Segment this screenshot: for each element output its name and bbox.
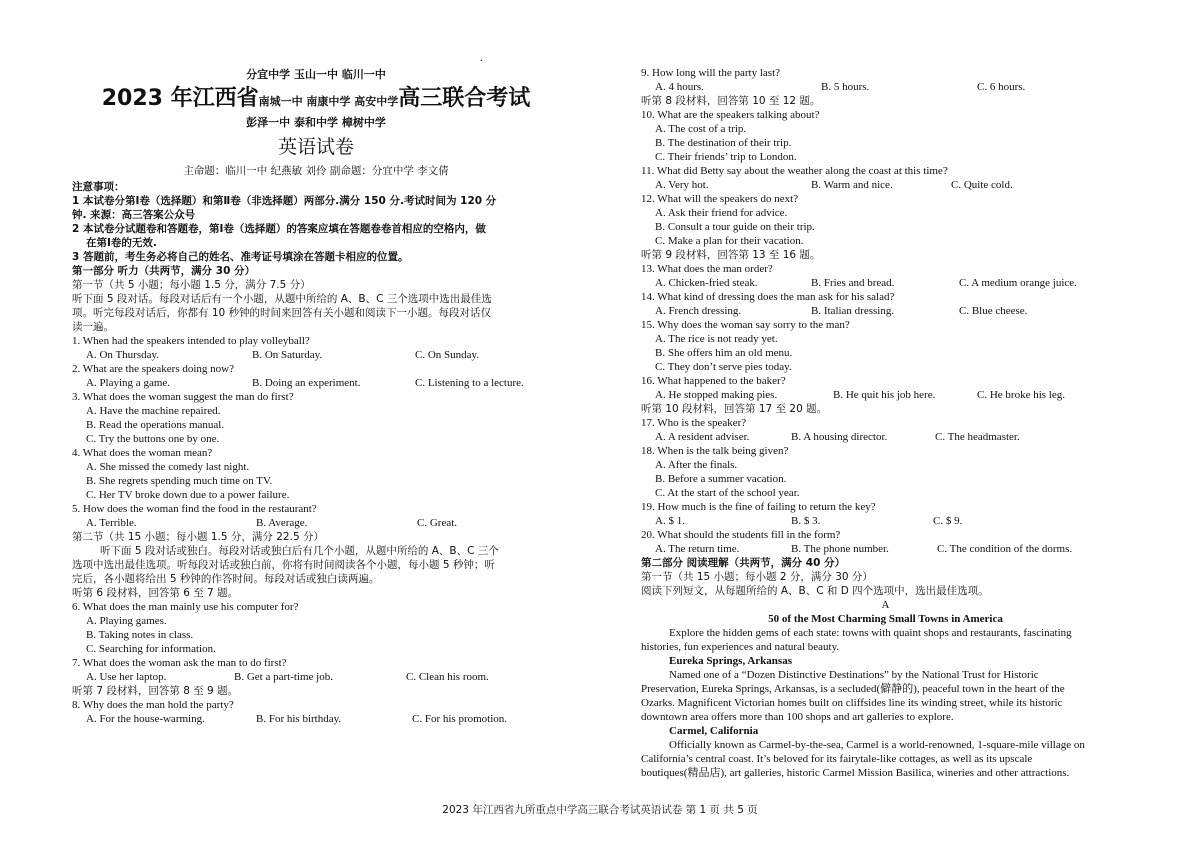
question-2-options	[72, 376, 560, 390]
option-c: C. Try the buttons one by one.	[86, 433, 220, 445]
question-8-options	[72, 712, 560, 726]
option-a: A. After the finals.	[655, 459, 738, 471]
sec1-instr-a: 听下面 5 段对话。每段对话后有一个小题，从题中所给的 A、B、C 三个选项中选出最佳选	[72, 293, 492, 305]
note-1b: 钟. 来源：高三答案公众号	[72, 209, 196, 221]
option-b: B. A housing director.	[791, 431, 888, 443]
top-mark: .	[480, 52, 483, 64]
option-a: A. She missed the comedy last night.	[86, 461, 250, 473]
question-19: 19. How much is the fine of failing to return the key?	[641, 501, 876, 513]
authors-line: 主命题：临川一中 纪燕敏 刘伶 副命题：分宜中学 李文倩	[183, 165, 449, 177]
question-7-options	[72, 670, 560, 684]
question-6: 6. What does the man mainly use his computer for?	[72, 601, 299, 613]
option-b: B. Doing an experiment.	[252, 377, 361, 389]
option-b: B. On Saturday.	[252, 349, 323, 361]
option-a: A. Playing games.	[86, 615, 167, 627]
option-b: B. For his birthday.	[256, 713, 342, 725]
material-6: 听第 6 段材料，回答第 6 至 7 题。	[72, 587, 239, 599]
note-1a: 1 本试卷分第Ⅰ卷（选择题）和第Ⅱ卷（非选择题）两部分.满分 150 分.考试时间为 120 分	[72, 195, 497, 207]
option-b: B. $ 3.	[791, 515, 821, 527]
question-11: 11. What did Betty say about the weather along the coast at this time?	[641, 165, 948, 177]
schools-top: 分宜中学 玉山一中 临川一中	[246, 68, 386, 81]
question-18: 18. When is the talk being given?	[641, 445, 789, 457]
eureka-title: Eureka Springs, Arkansas	[669, 655, 792, 667]
carmel-line-a: Officially known as Carmel-by-the-sea, Carmel is a world-renowned, 1-square-mile village on	[669, 739, 1085, 751]
exam-header	[72, 66, 560, 180]
part1-sec1: 第一节（共 5 小题；每小题 1.5 分，满分 7.5 分）	[72, 279, 311, 291]
option-a: A. The return time.	[655, 543, 740, 555]
option-c: C. The headmaster.	[935, 431, 1020, 443]
option-c: C. For his promotion.	[412, 713, 508, 725]
option-c: C. Listening to a lecture.	[415, 377, 524, 389]
question-20: 20. What should the students fill in the form?	[641, 529, 841, 541]
option-b: B. Warm and nice.	[811, 179, 893, 191]
option-c: C. At the start of the school year.	[655, 487, 800, 499]
question-9: 9. How long will the party last?	[641, 67, 781, 79]
material-8: 听第 8 段材料，回答第 10 至 12 题。	[641, 95, 821, 107]
subject-title: 英语试卷	[277, 136, 354, 158]
sec2-instr-c: 完后，各小题将给出 5 秒钟的作答时间。每段对话或独白读两遍。	[72, 573, 380, 585]
year-title: 2023 年江西省	[101, 86, 259, 111]
option-c: C. A medium orange juice.	[959, 277, 1077, 289]
option-b: B. He quit his job here.	[833, 389, 936, 401]
option-a: A. Very hot.	[655, 179, 709, 191]
option-c: C. Blue cheese.	[959, 305, 1028, 317]
part1-sec2: 第二节（共 15 小题；每小题 1.5 分，满分 22.5 分）	[72, 531, 324, 543]
option-a: A. The cost of a trip.	[655, 123, 747, 135]
passage-letter: A	[881, 599, 890, 611]
carmel-line-c: boutiques(精品店), art galleries, historic Carmel Mission Basilica, wineries and other attractions.	[641, 767, 1070, 779]
option-b: B. Fries and bread.	[811, 277, 895, 289]
option-a: A. 4 hours.	[655, 81, 704, 93]
option-a: A. He stopped making pies.	[655, 389, 778, 401]
note-3: 3 答题前，考生务必将自己的姓名、准考证号填涂在答题卡相应的位置。	[72, 251, 409, 263]
intro-line-a: Explore the hidden gems of each state: towns with quaint shops and restaurants, fascinating	[669, 627, 1072, 639]
question-17: 17. Who is the speaker?	[641, 417, 747, 429]
question-14: 14. What kind of dressing does the man ask for his salad?	[641, 291, 895, 303]
option-c: C. Their friends’ trip to London.	[655, 151, 797, 163]
question-17-options	[641, 430, 1130, 444]
question-10: 10. What are the speakers talking about?	[641, 109, 820, 121]
option-b: B. The destination of their trip.	[655, 137, 792, 149]
question-1: 1. When had the speakers intended to play volleyball?	[72, 335, 310, 347]
question-13: 13. What does the man order?	[641, 263, 773, 275]
question-16-options	[641, 388, 1130, 402]
notes-title: 注意事项：	[72, 181, 125, 193]
question-20-options	[641, 542, 1130, 556]
part2-title: 第二部分 阅读理解（共两节，满分 40 分）	[641, 557, 846, 569]
question-19-options	[641, 514, 1130, 528]
option-a: A. A resident adviser.	[655, 431, 750, 443]
page-footer: 2023 年江西省九所重点中学高三联合考试英语试卷 第 1 页 共 5 页	[442, 804, 758, 816]
exam-title-text: 高三联合考试	[398, 86, 531, 111]
question-4: 4. What does the woman mean?	[72, 447, 213, 459]
option-b: B. Taking notes in class.	[86, 629, 194, 641]
option-c: C. Make a plan for their vacation.	[655, 235, 804, 247]
sec1-instr-c: 读一遍。	[72, 321, 114, 333]
option-a: A. Chicken-fried steak.	[655, 277, 758, 289]
question-14-options	[641, 304, 1130, 318]
option-b: B. Average.	[256, 517, 308, 529]
option-a: A. Ask their friend for advice.	[655, 207, 788, 219]
option-b: B. Get a part-time job.	[234, 671, 333, 683]
option-b: B. Italian dressing.	[811, 305, 895, 317]
option-b: B. 5 hours.	[821, 81, 870, 93]
option-a: A. The rice is not ready yet.	[655, 333, 778, 345]
option-a: A. Playing a game.	[86, 377, 171, 389]
right-column	[641, 66, 1130, 780]
eureka-line-a: Named one of a “Dozen Distinctive Destinations” by the National Trust for Historic	[669, 669, 1039, 681]
question-15: 15. Why does the woman say sorry to the man?	[641, 319, 850, 331]
part1-title: 第一部分 听力（共两节，满分 30 分）	[72, 265, 256, 277]
option-c: C. He broke his leg.	[977, 389, 1065, 401]
part2-instr: 阅读下列短文，从每题所给的 A、B、C 和 D 四个选项中，选出最佳选项。	[641, 585, 989, 597]
option-b: B. Consult a tour guide on their trip.	[655, 221, 815, 233]
material-9: 听第 9 段材料，回答第 13 至 16 题。	[641, 249, 821, 261]
question-12: 12. What will the speakers do next?	[641, 193, 799, 205]
option-b: B. Read the operations manual.	[86, 419, 225, 431]
option-c: C. Her TV broke down due to a power failure.	[86, 489, 290, 501]
eureka-line-c: Ozarks. Magnificent Victorian homes built on cliffsides line its winding street, while its historic	[641, 697, 1063, 709]
note-2b: 在第Ⅰ卷的无效.	[86, 237, 157, 249]
note-2a: 2 本试卷分试题卷和答题卷，第Ⅰ卷（选择题）的答案应填在答题卷卷首相应的空格内，做	[72, 223, 486, 235]
question-11-options	[641, 178, 1130, 192]
left-column	[72, 66, 560, 726]
question-7: 7. What does the woman ask the man to do first?	[72, 657, 287, 669]
schools-bottom: 彭泽一中 泰和中学 樟树中学	[246, 116, 386, 129]
question-3: 3. What does the woman suggest the man do first?	[72, 391, 294, 403]
passage-title: 50 of the Most Charming Small Towns in America	[768, 613, 1003, 625]
option-c: C. Searching for information.	[86, 643, 216, 655]
option-c: C. The condition of the dorms.	[937, 543, 1073, 555]
option-a: A. Use her laptop.	[86, 671, 167, 683]
carmel-line-b: California’s central coast. It’s beloved for its fairytale-like cottages, as well as its upscale	[641, 753, 1033, 765]
sec2-instr-a: 听下面 5 段对话或独白。每段对话或独白后有几个小题，从题中所给的 A、B、C 三个	[100, 545, 499, 557]
option-c: C. Great.	[417, 517, 458, 529]
option-c: C. Quite cold.	[951, 179, 1013, 191]
sec2-instr-b: 选项中选出最佳选项。听每段对话或独白前，你将有时间阅读各个小题，每小题 5 秒钟；听	[72, 559, 495, 571]
question-2: 2. What are the speakers doing now?	[72, 363, 234, 375]
question-9-options	[641, 80, 1130, 94]
option-c: C. They don’t serve pies today.	[655, 361, 792, 373]
eureka-line-d: downtown area offers more than 100 shops and art galleries to explore.	[641, 711, 954, 723]
question-5: 5. How does the woman find the food in the restaurant?	[72, 503, 317, 515]
intro-line-b: histories, fun experiences and natural beauty.	[641, 641, 840, 653]
option-c: C. Clean his room.	[406, 671, 489, 683]
option-a: A. Terrible.	[86, 517, 137, 529]
material-10: 听第 10 段材料，回答第 17 至 20 题。	[641, 403, 828, 415]
option-c: C. $ 9.	[933, 515, 963, 527]
question-8: 8. Why does the man hold the party?	[72, 699, 234, 711]
option-a: A. Have the machine repaired.	[86, 405, 221, 417]
option-b: B. The phone number.	[791, 543, 889, 555]
carmel-title: Carmel, California	[669, 725, 759, 737]
option-c: C. 6 hours.	[977, 81, 1026, 93]
option-b: B. Before a summer vacation.	[655, 473, 787, 485]
option-c: C. On Sunday.	[415, 349, 480, 361]
option-b: B. She offers him an old menu.	[655, 347, 793, 359]
option-a: A. For the house-warming.	[86, 713, 205, 725]
exam-title	[72, 84, 560, 114]
question-1-options	[72, 348, 560, 362]
question-13-options	[641, 276, 1130, 290]
part2-sec1: 第一节（共 15 小题；每小题 2 分，满分 30 分）	[641, 571, 873, 583]
schools-middle: 南城一中 南康中学 高安中学	[258, 95, 399, 108]
sec1-instr-b: 项。听完每段对话后，你都有 10 秒钟的时间来回答有关小题和阅读下一小题。每段对话仅	[72, 307, 492, 319]
option-a: A. French dressing.	[655, 305, 742, 317]
eureka-line-b: Preservation, Eureka Springs, Arkansas, is a secluded(僻静的), peaceful town in the heart of the	[641, 683, 1065, 695]
material-7: 听第 7 段材料，回答第 8 至 9 题。	[72, 685, 239, 697]
option-a: A. On Thursday.	[86, 349, 160, 361]
option-b: B. She regrets spending much time on TV.	[86, 475, 273, 487]
question-16: 16. What happened to the baker?	[641, 375, 786, 387]
question-5-options	[72, 516, 560, 530]
option-a: A. $ 1.	[655, 515, 685, 527]
